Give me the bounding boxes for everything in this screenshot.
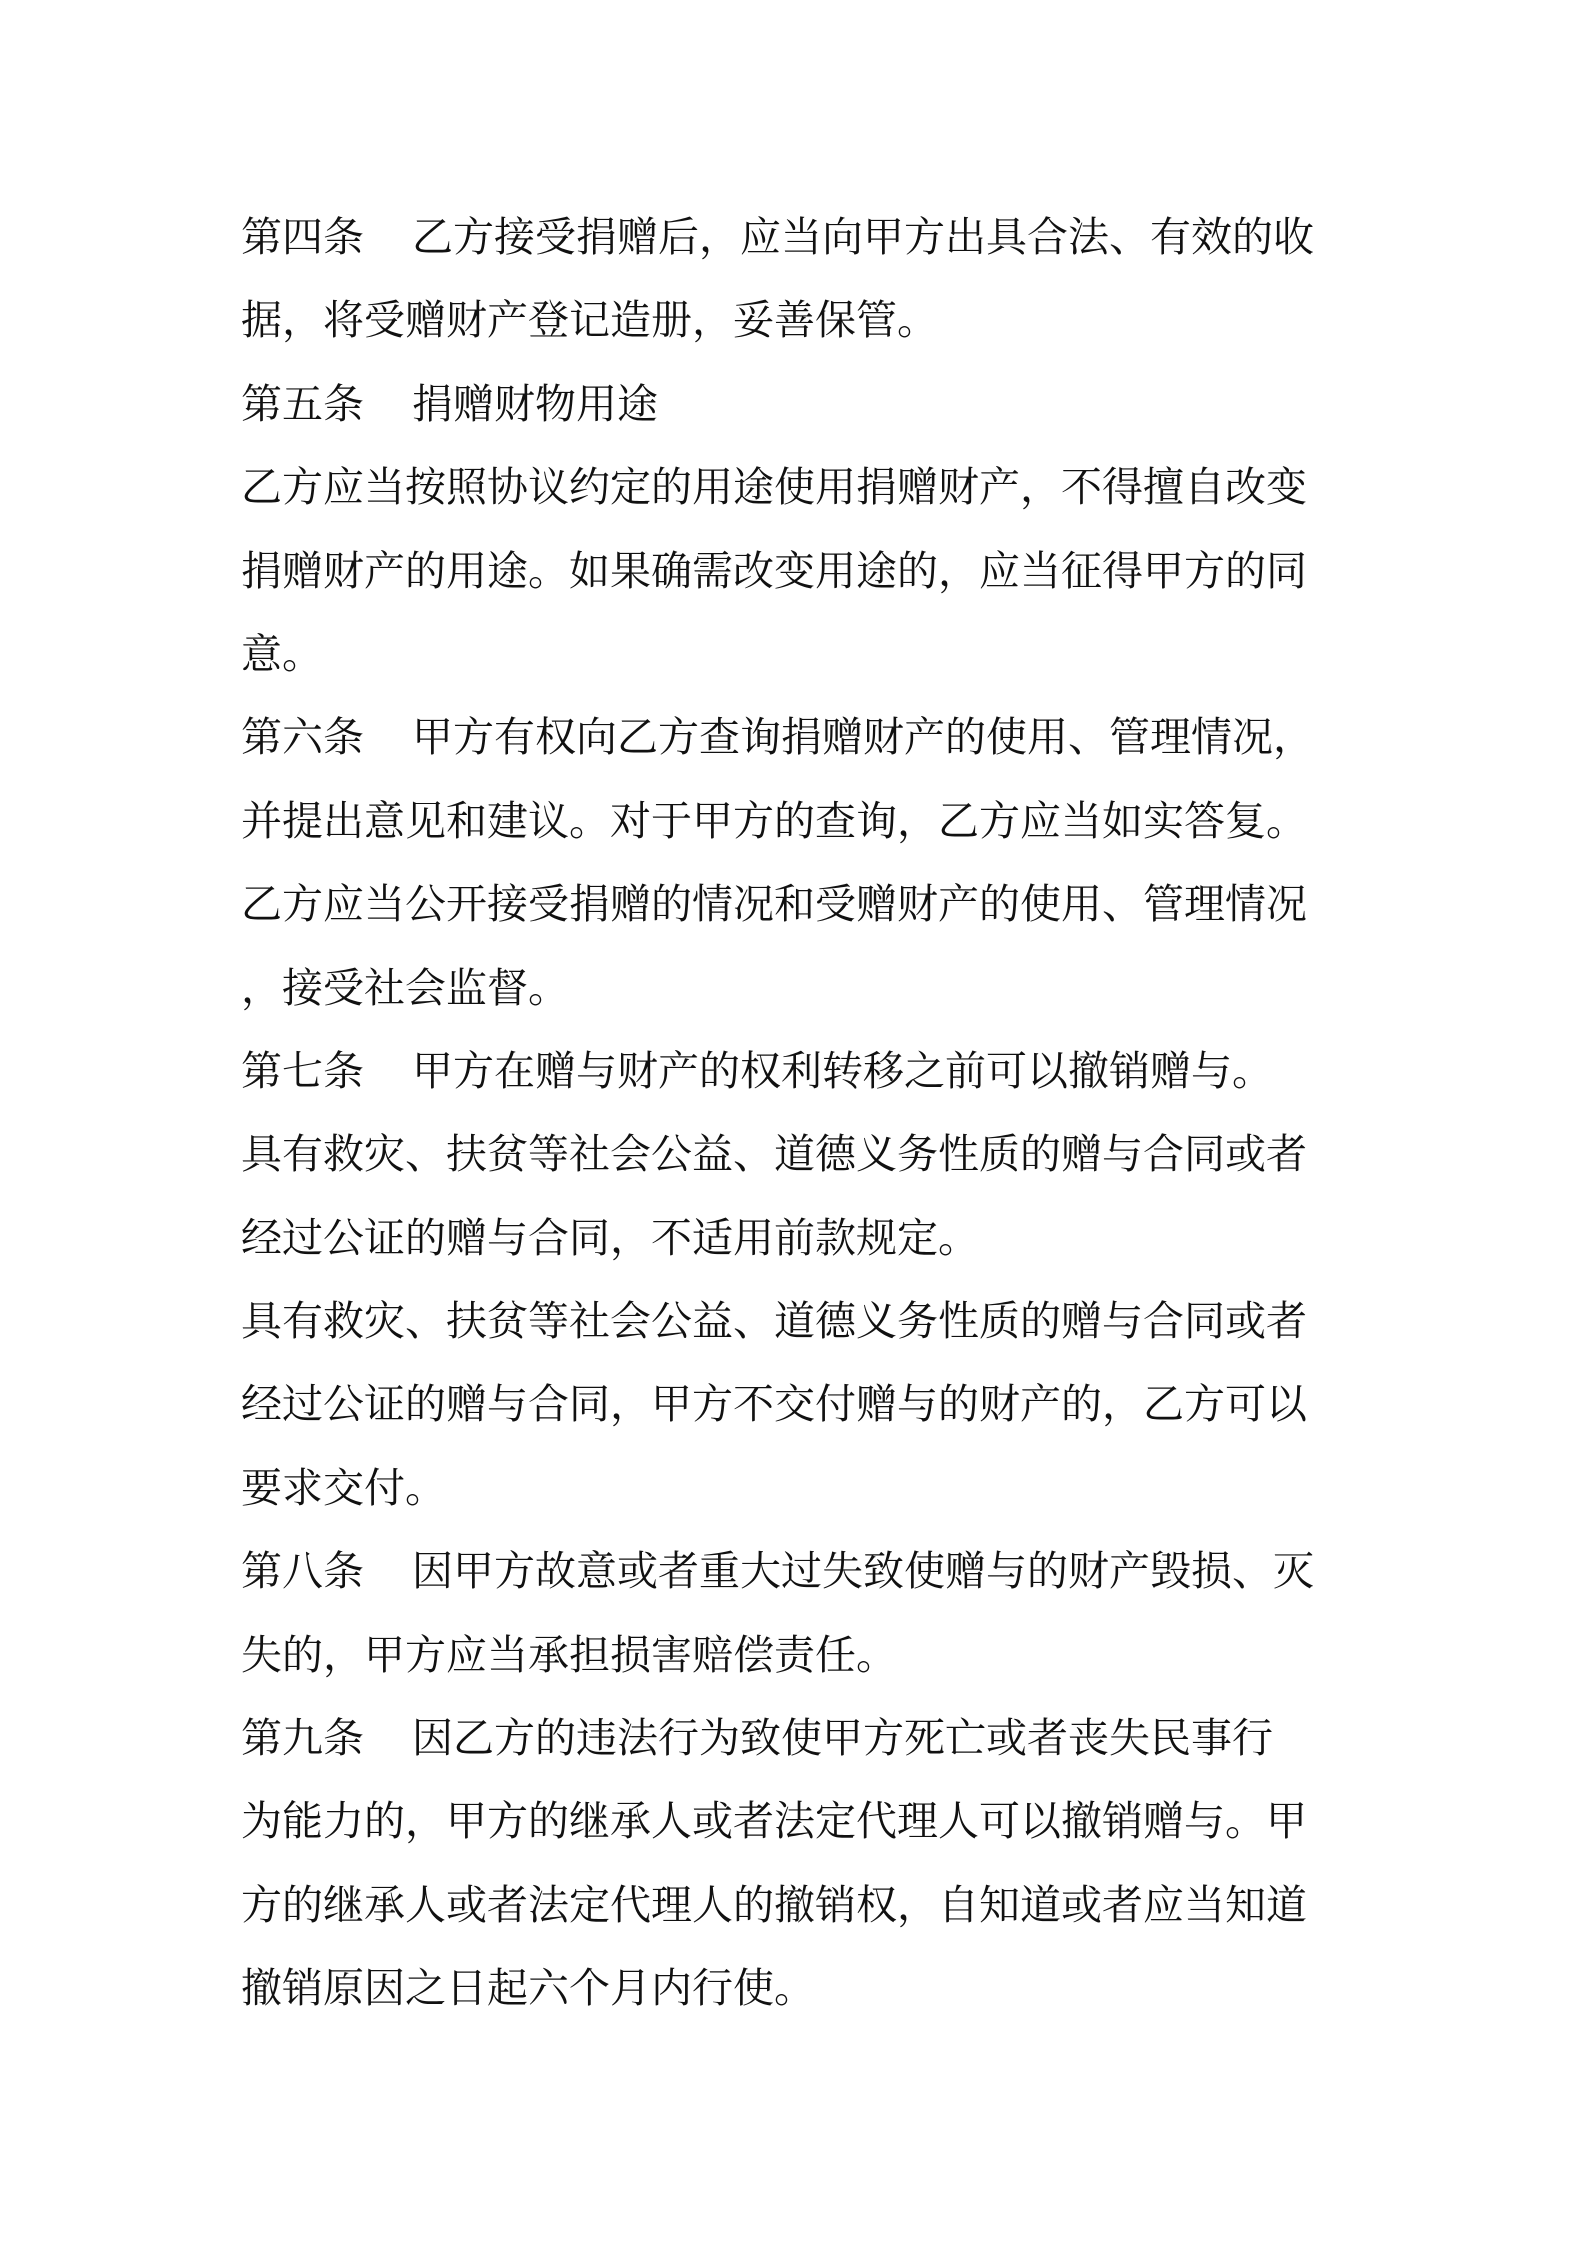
document-body xyxy=(241,196,1371,2031)
article-8-text: 因甲方故意或者重大过失致使赠与的财产毁损、灭 xyxy=(412,1547,1314,1596)
article-7-line-4: 具有救灾、扶贫等社会公益、道德义务性质的赠与合同或者 xyxy=(241,1297,1307,1346)
article-7-label: 第七条 xyxy=(241,1046,364,1095)
article-8-line-1 xyxy=(241,1530,1371,1613)
article-9-line-4: 撤销原因之日起六个月内行使。 xyxy=(241,1964,815,2013)
article-9-line-2: 为能力的，甲方的继承人或者法定代理人可以撤销赠与。甲 xyxy=(241,1797,1307,1846)
article-7-line-2: 具有救灾、扶贫等社会公益、道德义务性质的赠与合同或者 xyxy=(241,1130,1307,1179)
article-9-line-1 xyxy=(241,1697,1371,1780)
article-5-heading xyxy=(241,363,1371,446)
article-5-line-3: 意。 xyxy=(241,629,323,678)
article-8-label: 第八条 xyxy=(241,1547,364,1596)
article-5-line-1: 乙方应当按照协议约定的用途使用捐赠财产，不得擅自改变 xyxy=(241,463,1307,512)
article-6-label: 第六条 xyxy=(241,713,364,762)
article-8-line-2: 失的，甲方应当承担损害赔偿责任。 xyxy=(241,1630,897,1679)
article-9-line-3: 方的继承人或者法定代理人的撤销权，自知道或者应当知道 xyxy=(241,1880,1307,1929)
article-7-text: 甲方在赠与财产的权利转移之前可以撤销赠与。 xyxy=(412,1046,1273,1095)
article-7-line-1 xyxy=(241,1030,1371,1113)
article-9-text: 因乙方的违法行为致使甲方死亡或者丧失民事行 xyxy=(412,1714,1273,1763)
article-5-line-2: 捐赠财产的用途。如果确需改变用途的，应当征得甲方的同 xyxy=(241,546,1307,595)
article-6-text: 甲方有权向乙方查询捐赠财产的使用、管理情况， xyxy=(412,713,1314,762)
article-5-title: 捐赠财物用途 xyxy=(412,379,658,428)
article-4-text: 乙方接受捐赠后，应当向甲方出具合法、有效的收 xyxy=(412,213,1314,261)
article-6-line-2: 并提出意见和建议。对于甲方的查询，乙方应当如实答复。 xyxy=(241,796,1307,845)
article-9-label: 第九条 xyxy=(241,1714,364,1763)
article-6-line-4: ，接受社会监督。 xyxy=(241,963,569,1012)
article-5-label: 第五条 xyxy=(241,379,364,428)
article-7-line-5: 经过公证的赠与合同，甲方不交付赠与的财产的，乙方可以 xyxy=(241,1380,1307,1429)
article-7-line-3: 经过公证的赠与合同，不适用前款规定。 xyxy=(241,1213,979,1262)
article-7-line-6: 要求交付。 xyxy=(241,1463,446,1512)
article-6-line-3: 乙方应当公开接受捐赠的情况和受赠财产的使用、管理情况 xyxy=(241,880,1307,929)
article-4-label: 第四条 xyxy=(241,213,364,261)
article-6-line-1 xyxy=(241,696,1371,779)
article-4-line-1 xyxy=(241,196,1371,279)
article-4-line-2: 据，将受赠财产登记造册，妥善保管。 xyxy=(241,296,938,345)
